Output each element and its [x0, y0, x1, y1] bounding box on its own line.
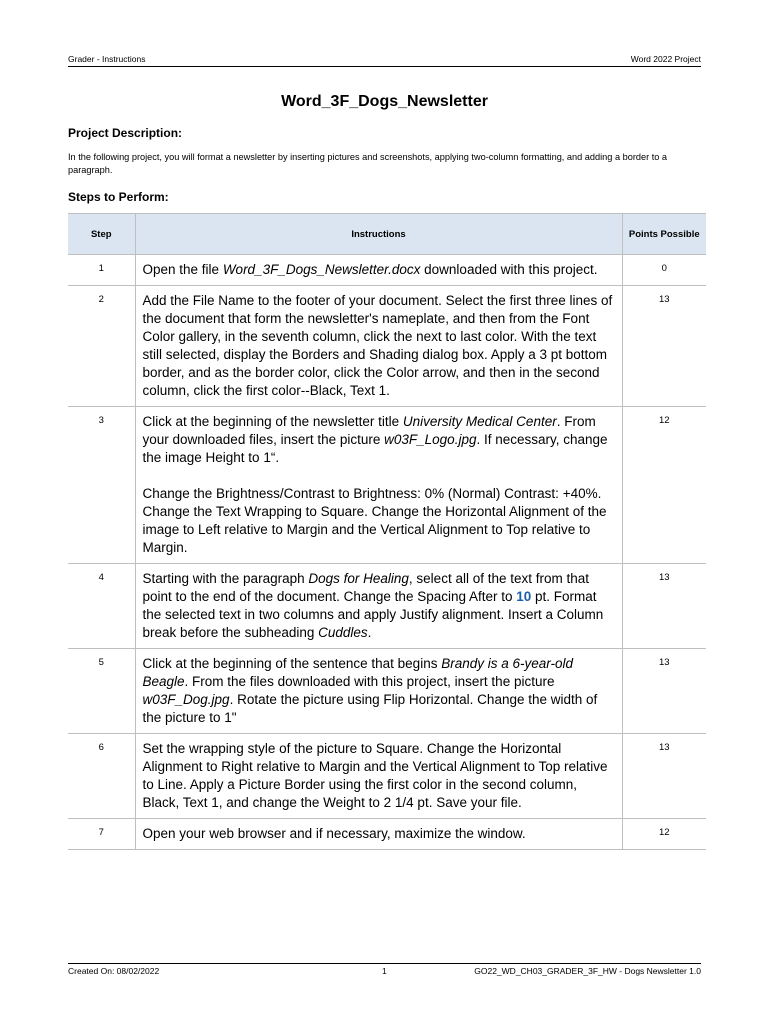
header-right-text: Word 2022 Project: [630, 54, 701, 64]
step-number: 7: [68, 819, 135, 850]
step-instructions: Open your web browser and if necessary, maximize the window.: [135, 819, 622, 850]
file-name: w03F_Dog.jpg: [142, 692, 230, 707]
paragraph-reference: Dogs for Healing: [308, 571, 409, 586]
step-instructions: Click at the beginning of the newsletter title University Medical Center. From your downloaded files, insert the picture w03F_Logo.jpg. If necessary, change the image Height to 1“. Change the Brightness/Contrast to Brightness: 0% (Normal) Contrast: +40%. Change the Text Wrapping to Square. Change the Horizontal Alignment of the image to Left relative to Margin and the Vertical Alignment to Top relative to Margin.: [135, 407, 622, 564]
document-title: Word_3F_Dogs_Newsletter: [281, 93, 488, 110]
project-description-text: In the following project, you will format a newsletter by inserting pictures and screenshots, applying two-column formatting, and adding a border to a paragraph.: [68, 152, 668, 175]
project-description-heading: Project Description:: [68, 126, 183, 140]
step-number: 6: [68, 734, 135, 819]
column-header-points: Points Possible: [622, 214, 706, 255]
page-number: 1: [382, 966, 387, 976]
step-instructions: Open the file Word_3F_Dogs_Newsletter.docx downloaded with this project.: [135, 255, 622, 286]
table-header-row: [68, 214, 706, 255]
step-number: 3: [68, 407, 135, 564]
step-number: 4: [68, 564, 135, 649]
step-points: 12: [622, 407, 706, 564]
steps-heading: Steps to Perform:: [68, 190, 169, 204]
table-row: [68, 286, 706, 407]
step-points: 13: [622, 649, 706, 734]
spacing-value: 10: [516, 589, 532, 604]
step-instructions: Click at the beginning of the sentence that begins Brandy is a 6-year-old Beagle. From the files downloaded with this project, insert the picture w03F_Dog.jpg. Rotate the picture using Flip Horizontal. Change the width of the picture to 1": [135, 649, 622, 734]
page-header: [68, 53, 701, 67]
step-points: 13: [622, 564, 706, 649]
table-row: [68, 255, 706, 286]
step-instructions-paragraph-2: Change the Brightness/Contrast to Brightness: 0% (Normal) Contrast: +40%. Change the Text Wrapping to Square. Change the Horizontal Alignment of the image to Left relative to Margin and the Vertical Alignment to Top relative to Margin.: [142, 486, 607, 555]
column-header-step: Step: [68, 214, 135, 255]
footer-created-on: Created On: 08/02/2022: [68, 966, 160, 976]
page-footer: [68, 963, 701, 978]
table-row: [68, 734, 706, 819]
step-points: 0: [622, 255, 706, 286]
column-header-instructions: Instructions: [135, 214, 622, 255]
step-number: 5: [68, 649, 135, 734]
header-left-text: Grader - Instructions: [68, 54, 146, 64]
footer-document-id: GO22_WD_CH03_GRADER_3F_HW - Dogs Newsletter 1.0: [474, 966, 701, 976]
step-points: 12: [622, 819, 706, 850]
subheading-reference: Cuddles: [318, 625, 368, 640]
step-instructions: Starting with the paragraph Dogs for Healing, select all of the text from that point to the end of the document. Change the Spacing After to 10 pt. Format the selected text in two columns and apply Justify alignment. Insert a Column break before the subheading Cuddles.: [135, 564, 622, 649]
table-row: [68, 649, 706, 734]
step-points: 13: [622, 734, 706, 819]
table-row: [68, 819, 706, 850]
step-number: 2: [68, 286, 135, 407]
file-name: w03F_Logo.jpg: [384, 432, 477, 447]
title-reference: University Medical Center: [402, 414, 557, 429]
steps-table: [68, 213, 706, 850]
table-row: [68, 407, 706, 564]
step-instructions: Add the File Name to the footer of your document. Select the first three lines of the document that form the newsletter's nameplate, and then from the Font Color gallery, in the seventh column, click the next to last color. With the text still selected, display the Borders and Shading dialog box. Apply a 3 pt bottom border, and as the border color, click the Color arrow, and then in the second column, click the first color--Black, Text 1.: [135, 286, 622, 407]
step-number: 1: [68, 255, 135, 286]
table-row: [68, 564, 706, 649]
sentence-reference: Brandy is a 6-year-old Beagle: [142, 656, 574, 689]
step-points: 13: [622, 286, 706, 407]
step-instructions: Set the wrapping style of the picture to Square. Change the Horizontal Alignment to Right relative to Margin and the Vertical Alignment to Top relative to Line. Apply a Picture Border using the first color in the second column, Black, Text 1, and change the Weight to 2 1/4 pt. Save your file.: [135, 734, 622, 819]
file-name: Word_3F_Dogs_Newsletter.docx: [222, 262, 421, 277]
